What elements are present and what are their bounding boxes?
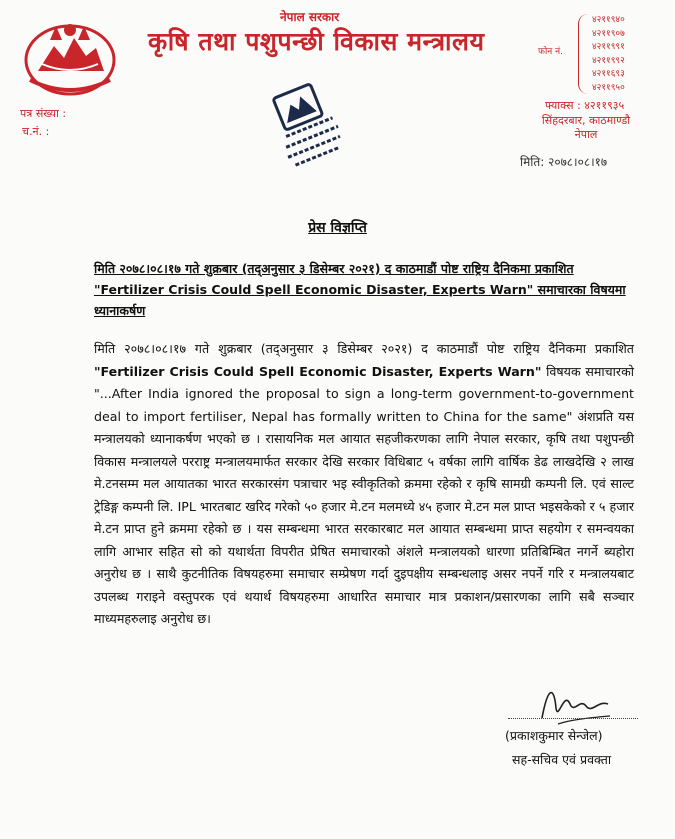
handwritten-signature bbox=[536, 678, 616, 734]
news-headline: "Fertilizer Crisis Could Spell Economic Disaster, Experts Warn" bbox=[94, 363, 542, 379]
subject-line: मिति २०७८।०८।१७ गते शुक्रबार (तद्अनुसार ३ डिसेम्बर २०२१) द काठमाडौं पोष्ट राष्ट्रिय दैनिकमा प्रकाशित "Fertilizer Crisis Could Spell Economic Disaster, Experts Warn" समाचारका विषयमा ध्यानाकर्षण bbox=[94, 261, 626, 318]
signature-line bbox=[508, 718, 638, 719]
ministry-seal-icon bbox=[258, 82, 358, 182]
fax-number: फ्याक्स : ४२११९३५ bbox=[545, 99, 625, 112]
phone-number: ४२११९९१ bbox=[592, 42, 625, 52]
signatory-name: (प्रकाशकुमार सेन्जेल) bbox=[505, 728, 603, 743]
body-text: अंशप्रति यस मन्त्रालयको ध्यानाकर्षण भएको छ । रासायनिक मल आयात सहजीकरणका लागि नेपाल सरकार, कृषि तथा पशुपन्छी विकास मन्त्रालयले परराष्ट्र मन्त्रालयमार्फत सरकार देखि सरकार विधिबाट ५ वर्षका लागि वार्षिक डेढ लाखदेखि २ लाख मे.टनसम्म मल आयातका भारत सरकारसंग पत्राचार भइ स्वीकृतिको क्रममा रहेको र कृषि सामग्री कम्पनी लि. एवं साल्ट ट्रेडिङ्ग कम्पनी लि. IPL भारतबाट खरिद गरेको ५० हजार मे.टन मलमध्ये ४५ हजार मे.टन मल प्राप्त भइसकेको र ५ हजार मे.टन प्राप्त हुने क्रममा रहेको छ । यस सम्बन्धमा भारत सरकारबाट मल आयात सम्बन्धमा प्राप्त सहयोग र समन्वयका लागि आभार सहित सो को यथार्थता विपरीत प्रेषित समाचारको अंशले मन्त्रालयको धारणा प्रतिबिम्बित नगर्ने ब्यहोरा अनुरोध छ । साथै कुटनीतिक विषयहरुमा समाचार सम्प्रेषण गर्दा दुइपक्षीय सम्बन्धलाइ असर नपर्ने गरि र मन्त्रालयबाट उपलब्ध गराइने वस्तुपरक एवं थयार्थ विषयहरुमा आधारित समाचार मात्र प्रकाशन/प्रसारणका लागि सबै सञ्चार माध्यमहरुलाइ अनुरोध छ। bbox=[94, 408, 634, 626]
phone-number: ४२११९५० bbox=[592, 82, 625, 93]
phone-brace bbox=[578, 14, 591, 94]
body-text: विषयक समाचारको bbox=[541, 363, 634, 379]
phone-number: ४२११९४० bbox=[592, 15, 625, 25]
phone-number: ४२११९०७ bbox=[592, 28, 625, 39]
news-quote: "...After India ignored the proposal to sign a long-term government-to-government deal to import fertiliser, Nepal has formally written to China for the same" bbox=[94, 386, 634, 424]
letter-body bbox=[94, 338, 634, 631]
body-paragraph bbox=[94, 338, 634, 631]
signatory-designation: सह-सचिव एवं प्रवक्ता bbox=[512, 752, 612, 767]
dispatch-number-label: च.नं. : bbox=[22, 125, 50, 138]
address bbox=[526, 114, 646, 142]
address-line: नेपाल bbox=[574, 128, 598, 141]
phone-label: फोन नं. bbox=[538, 47, 563, 57]
phone-number: ४२११९९२ bbox=[592, 55, 625, 66]
phone-number: ४२११६९३ bbox=[592, 69, 625, 79]
letter-date: मिति: २०७८।०८।१७ bbox=[520, 155, 608, 169]
address-line: सिंहदरबार, काठमाण्डौ bbox=[541, 114, 631, 127]
phone-list bbox=[592, 14, 625, 95]
body-text: मिति २०७८।०८।१७ गते शुक्रबार (तद्अनुसार ३ डिसेम्बर २०२१) द काठमाडौं पोष्ट राष्ट्रिय दैनिकमा प्रकाशित bbox=[94, 341, 634, 356]
government-label: नेपाल सरकार bbox=[280, 10, 340, 24]
ministry-name: कृषि तथा पशुपन्छी विकास मन्त्रालय bbox=[148, 27, 485, 56]
reference-number-label: पत्र संख्या : bbox=[20, 107, 67, 120]
press-release-title: प्रेस विज्ञप्ति bbox=[308, 220, 367, 236]
nepal-emblem-icon bbox=[20, 16, 120, 98]
